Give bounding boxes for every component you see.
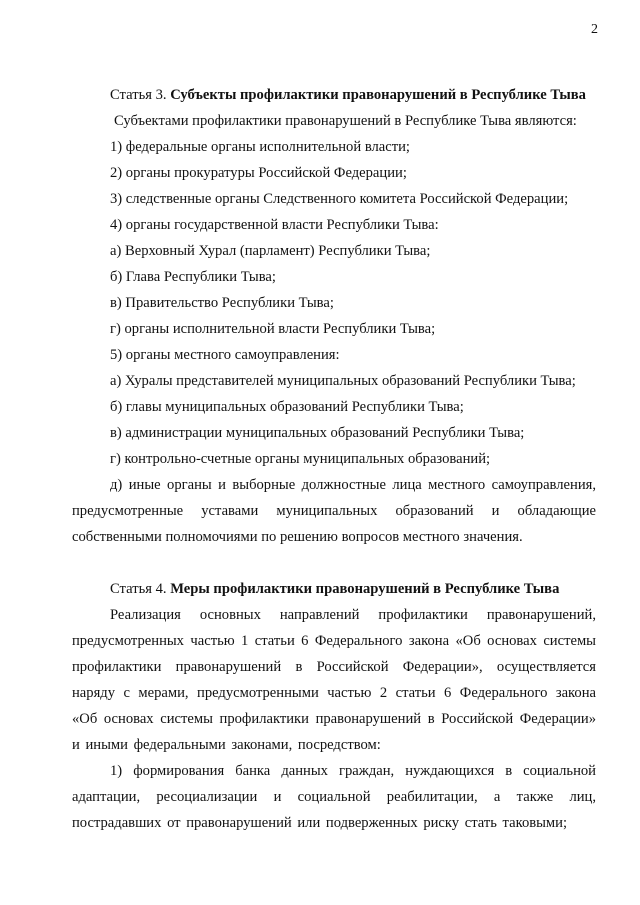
list-item: 3) следственные органы Следственного комитета Российской Федерации;	[110, 191, 569, 207]
list-item: а) Верховный Хурал (парламент) Республики Тыва;	[110, 243, 431, 259]
list-item: 2) органы прокуратуры Российской Федерации;	[110, 165, 407, 181]
article-3-title: Субъекты профилактики правонарушений в Республике Тыва	[170, 87, 586, 103]
article-3-intro: Субъектами профилактики правонарушений в Республике Тыва являются:	[114, 113, 577, 129]
article-4-heading	[72, 576, 596, 602]
list-item: в) администрации муниципальных образований Республики Тыва;	[110, 425, 525, 441]
document-body	[72, 82, 596, 836]
list-item: б) Глава Республики Тыва;	[110, 269, 276, 285]
article-4-paragraph: Реализация основных направлений профилактики правонарушений, предусмотренных частью 1 статьи 6 Федерального закона «Об основах системы профилактики правонарушений в Российской Федерации», осуществляется наряду с мерами, предусмотренными частью 2 статьи 6 Федерального закона «Об основах системы профилактики правонарушений в Российской Федерации» и иными федеральными законами, посредством:	[72, 607, 596, 753]
list-item: 4) органы государственной власти Республики Тыва:	[110, 217, 439, 233]
article-4-paragraph: 1) формирования банка данных граждан, нуждающихся в социальной адаптации, ресоциализации и социальной реабилитации, а также лиц, пострадавших от правонарушений или подверженных риску стать таковыми;	[72, 763, 596, 831]
article-4-label: Статья 4.	[110, 581, 167, 597]
list-item: б) главы муниципальных образований Республики Тыва;	[110, 399, 464, 415]
article-3-label: Статья 3.	[110, 87, 167, 103]
list-item: а) Хуралы представителей муниципальных образований Республики Тыва;	[110, 373, 576, 389]
list-item: д) иные органы и выборные должностные лица местного самоуправления, предусмотренные уставами муниципальных образований и обладающие собственными полномочиями по решению вопросов местного значения.	[72, 477, 596, 545]
article-3-heading	[72, 82, 596, 108]
list-item: г) контрольно-счетные органы муниципальных образований;	[110, 451, 491, 467]
list-item: г) органы исполнительной власти Республики Тыва;	[110, 321, 436, 337]
list-item: в) Правительство Республики Тыва;	[110, 295, 334, 311]
page-number: 2	[591, 22, 598, 37]
list-item: 5) органы местного самоуправления:	[110, 347, 340, 363]
list-item: 1) федеральные органы исполнительной власти;	[110, 139, 410, 155]
article-4-title: Меры профилактики правонарушений в Республике Тыва	[170, 581, 560, 597]
